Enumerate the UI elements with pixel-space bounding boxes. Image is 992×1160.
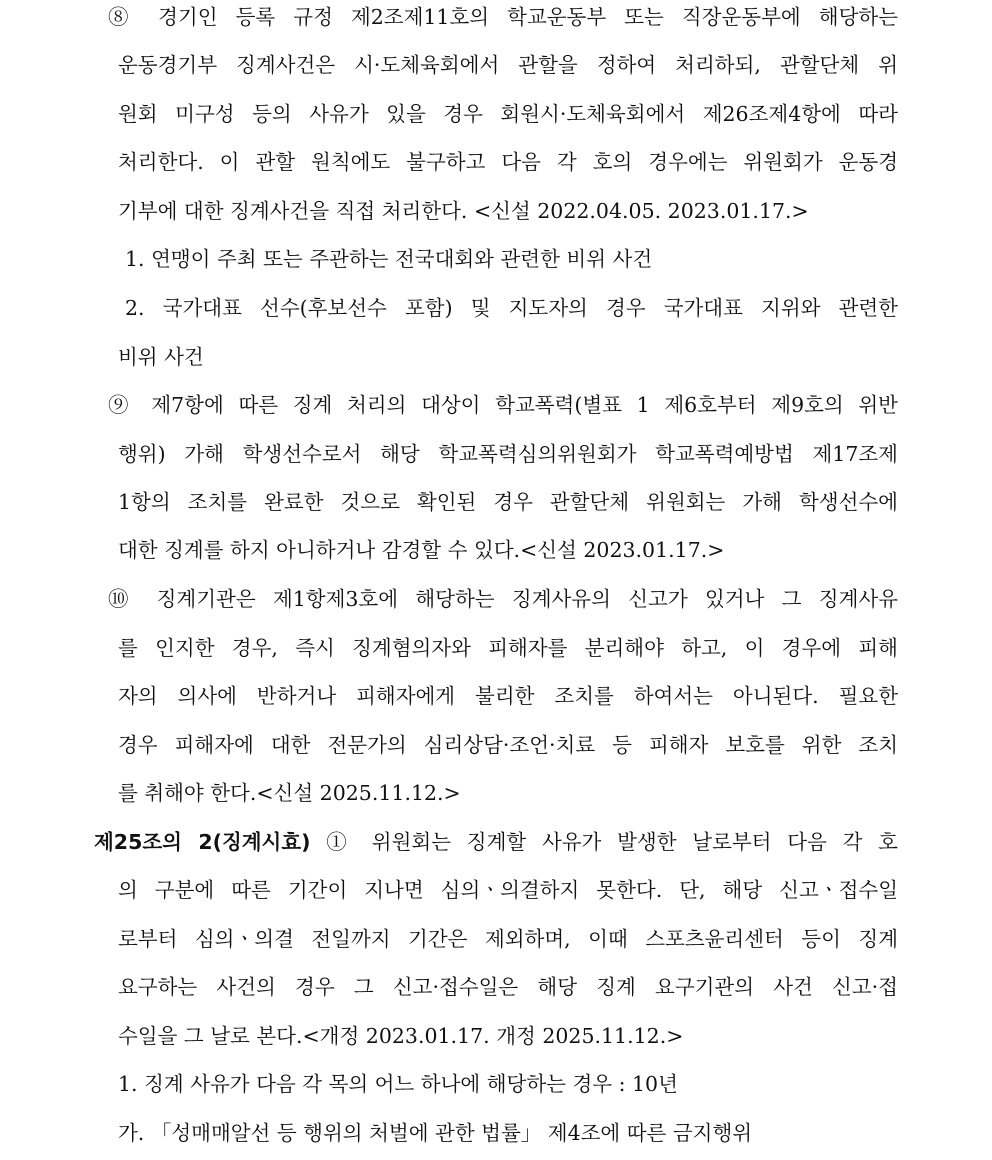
paragraph-10-line-3 xyxy=(0,672,992,720)
paragraph-8-line-1 xyxy=(0,0,992,41)
text-line: 경우 피해자에 대한 전문가의 심리상담·조언·치료 등 피해자 보호를 위한 조치 xyxy=(118,733,898,757)
article-subitem-ga xyxy=(0,1109,992,1157)
text-line: 수일을 그 날로 본다.<개정 2023.01.17. 개정 2025.11.12.> xyxy=(118,1024,684,1048)
text-line: 운동경기부 징계사건은 시·도체육회에서 관할을 정하여 처리하되, 관할단체 위 xyxy=(118,53,898,77)
text-line: ⑩ 징계기관은 제1항제3호에 해당하는 징계사유의 신고가 있거나 그 징계사유 xyxy=(108,587,898,611)
text-line: ⑧ 경기인 등록 규정 제2조제11호의 학교운동부 또는 직장운동부에 해당하는 xyxy=(108,5,898,29)
text-line: ⑨ 제7항에 따른 징계 처리의 대상이 학교폭력(별표 1 제6호부터 제9호의 위반 xyxy=(108,393,898,417)
paragraph-8-line-5 xyxy=(0,187,992,235)
text-line: 비위 사건 xyxy=(118,345,204,369)
text-line: 요구하는 사건의 경우 그 신고·접수일은 해당 징계 요구기관의 사건 신고·접 xyxy=(118,975,898,999)
text-line: 1. 연맹이 주최 또는 주관하는 전국대회와 관련한 비위 사건 xyxy=(125,247,653,271)
paragraph-8-line-3 xyxy=(0,90,992,138)
item-2-line-1 xyxy=(0,284,992,332)
text-line: 의 구분에 따른 기간이 지나면 심의ㆍ의결하지 못한다. 단, 해당 신고ㆍ접수일 xyxy=(118,878,898,902)
article-25-2-line-3 xyxy=(0,915,992,963)
text-line: 기부에 대한 징계사건을 직접 처리한다. <신설 2022.04.05. 2023.01.17.> xyxy=(118,199,809,223)
text-line: 대한 징계를 하지 아니하거나 감경할 수 있다.<신설 2023.01.17.> xyxy=(118,538,725,562)
text-line: 를 취해야 한다.<신설 2025.11.12.> xyxy=(118,781,461,805)
article-25-2-line-5 xyxy=(0,1012,992,1060)
paragraph-9-line-2 xyxy=(0,430,992,478)
paragraph-10-line-1 xyxy=(0,575,992,623)
article-first-line xyxy=(94,818,898,866)
text-line: 로부터 심의ㆍ의결 전일까지 기간은 제외하며, 이때 스포츠윤리센터 등이 징계 xyxy=(118,927,898,951)
paragraph-8-line-4 xyxy=(0,138,992,186)
article-25-2-line-4 xyxy=(0,963,992,1011)
paragraph-9-line-1 xyxy=(0,381,992,429)
paragraph-10-line-5 xyxy=(0,769,992,817)
text-line: 행위) 가해 학생선수로서 해당 학교폭력심의위원회가 학교폭력예방법 제17조제 xyxy=(118,442,898,466)
article-heading: 제25조의 2(징계시효) xyxy=(94,830,311,854)
text-line: 자의 의사에 반하거나 피해자에게 불리한 조치를 하여서는 아니된다. 필요한 xyxy=(118,684,898,708)
paragraph-9-line-4 xyxy=(0,526,992,574)
item-1 xyxy=(0,235,992,283)
paragraph-9-line-3 xyxy=(0,478,992,526)
text-line: 처리한다. 이 관할 원칙에도 불구하고 다음 각 호의 경우에는 위원회가 운동경 xyxy=(118,150,898,174)
text-line: 원회 미구성 등의 사유가 있을 경우 회원시·도체육회에서 제26조제4항에 따라 xyxy=(118,102,898,126)
article-text: ① 위원회는 징계할 사유가 발생한 날로부터 다음 각 호 xyxy=(326,830,898,854)
text-line: 를 인지한 경우, 즉시 징계혐의자와 피해자를 분리해야 하고, 이 경우에 피해 xyxy=(118,636,898,660)
text-line: 1항의 조치를 완료한 것으로 확인된 경우 관할단체 위원회는 가해 학생선수에 xyxy=(118,490,898,514)
text-line: 2. 국가대표 선수(후보선수 포함) 및 지도자의 경우 국가대표 지위와 관련한 xyxy=(125,296,898,320)
text-line: 가. 「성매매알선 등 행위의 처벌에 관한 법률」 제4조에 따른 금지행위 xyxy=(118,1121,753,1145)
article-item-1 xyxy=(0,1060,992,1108)
paragraph-10-line-4 xyxy=(0,721,992,769)
article-25-2-line-2 xyxy=(0,866,992,914)
paragraph-8-line-2 xyxy=(0,41,992,89)
paragraph-10-line-2 xyxy=(0,624,992,672)
item-2-line-2 xyxy=(0,333,992,381)
text-line: 1. 징계 사유가 다음 각 목의 어느 하나에 해당하는 경우 : 10년 xyxy=(118,1072,678,1096)
article-25-2-line-1 xyxy=(0,818,992,866)
